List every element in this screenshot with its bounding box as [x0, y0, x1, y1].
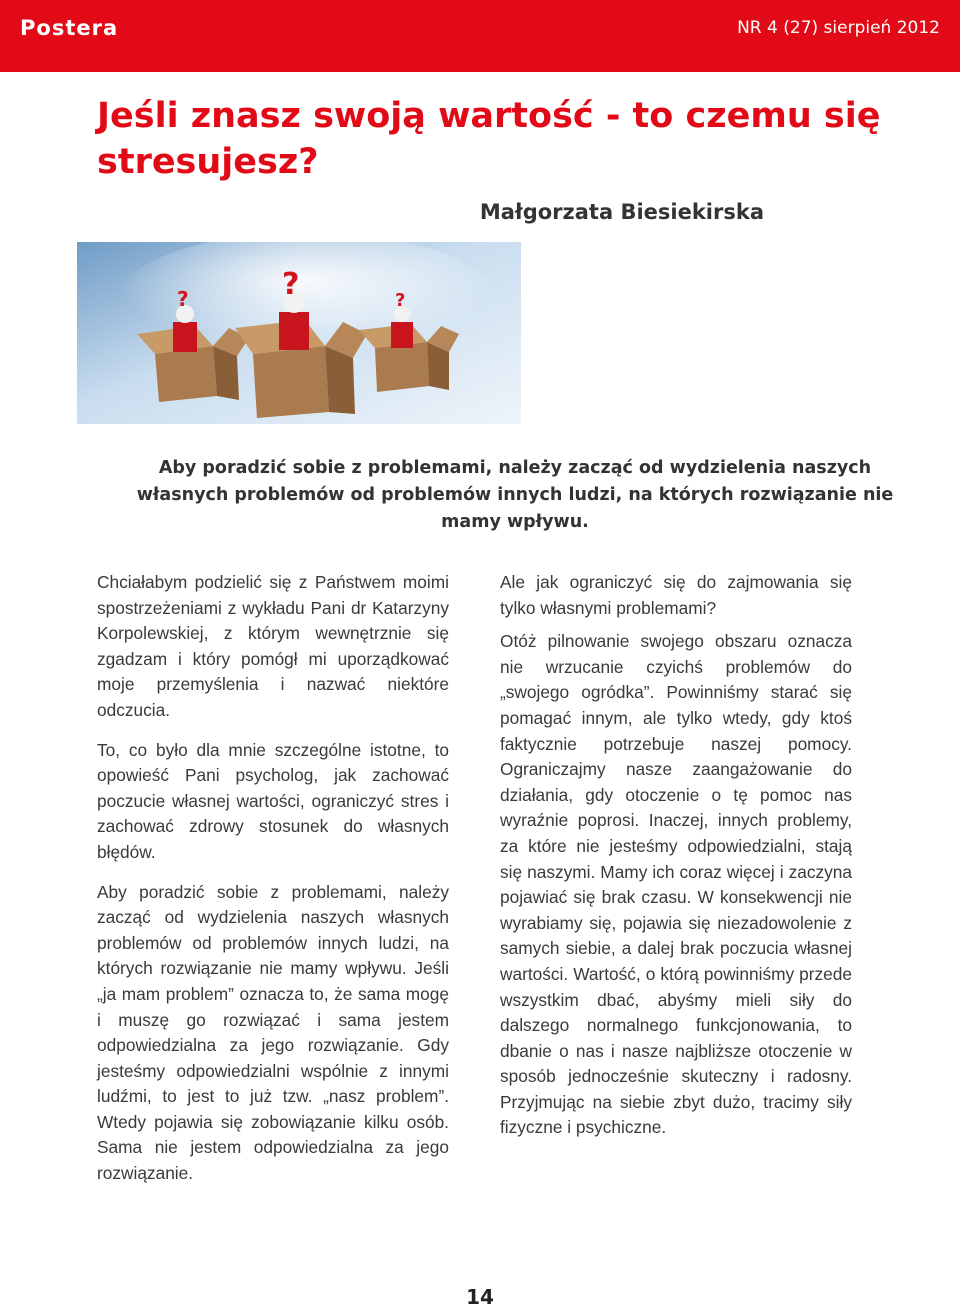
hero-illustration — [77, 242, 521, 424]
paragraph: To, co było dla mnie szczególne istotne, to opowieść Pani psycholog, jak zachować poczucie własnej wartości, ograniczyć stres i zachować zdrowy stosunek do własnych błędów. — [97, 739, 449, 862]
paragraph: Ale jak ograniczyć się do zajmowania się tylko własnymi problemami? — [500, 572, 852, 618]
header-bar — [0, 0, 960, 72]
question-mark-icon: ? — [177, 287, 189, 311]
paragraph: Chciałabym podzielić się z Państwem moimi spostrzeżeniami z wykładu Pani dr Katarzyny Korpolewskiej, z którym wewnętrznie się zgadzam i który pomógł mi uporządkować moje przemyślenia i nazwać niektóre odczucia. — [97, 572, 449, 720]
article-title: Jeśli znasz swoją wartość - to czemu się stresujesz? — [97, 96, 881, 182]
page-number: 14 — [466, 1285, 494, 1309]
question-mark-icon: ? — [282, 267, 300, 302]
publication-name: Postera — [20, 16, 119, 40]
issue-info: NR 4 (27) sierpień 2012 — [737, 18, 940, 38]
left-column — [97, 570, 449, 1201]
article-lead: Aby poradzić sobie z problemami, należy zacząć od wydzielenia naszych własnych problemów od problemów innych ludzi, na których rozwiązanie nie mamy wpływu. — [136, 458, 894, 532]
paragraph: Aby poradzić sobie z problemami, należy zacząć od wydzielenia naszych własnych problemów od problemów innych ludzi, na których rozwiązanie nie mamy wpływu. Jeśli „ja mam problem” oznacza to, że sama mogę i muszę go rozwiązać i sama jestem odpowiedzialna za jego rozwiązanie. Gdy jesteśmy odpowiedzialni wspólnie z innymi ludźmi, to jest to już tzw. „nasz problem”. Wtedy pojawia się zobowiązanie kilku osób. Sama nie jestem odpowiedzialna za jego rozwiązanie. — [97, 881, 449, 1184]
article-author: Małgorzata Biesiekirska — [479, 200, 764, 224]
question-mark-icon: ? — [395, 290, 406, 311]
paragraph: Otóż pilnowanie swojego obszaru oznacza nie wrzucanie czyichś problemów do „swojego ogródka”. Powinniśmy starać się pomagać innym, ale tylko wtedy, gdy ktoś faktycznie potrzebuje naszej pomocy. Ograniczajmy nasze zaangażowanie do działania, gdy otoczenie o tę pomoc nas wyraźnie poprosi. Inaczej, innych problemy, za które nie jesteśmy odpowiedzialni, stają się naszymi. Mamy ich coraz więcej i zaczyna pojawiać się brak czasu. W konsekwencji nie wyrabiamy się, pojawia się niezadowolenie z samych siebie, a dalej brak poczucia własnej wartości. Wartość, o którą powinniśmy przede wszystkim dbać, abyśmy mieli siły do dalszego normalnego funkcjonowania, to dbanie o nas i nasze najbliższe otoczenie w sposób jednocześnie skuteczny i radosny. Przyjmując na siebie zbyt dużo, tracimy siły fizyczne i psychiczne. — [500, 631, 852, 1138]
right-column — [500, 570, 852, 1149]
